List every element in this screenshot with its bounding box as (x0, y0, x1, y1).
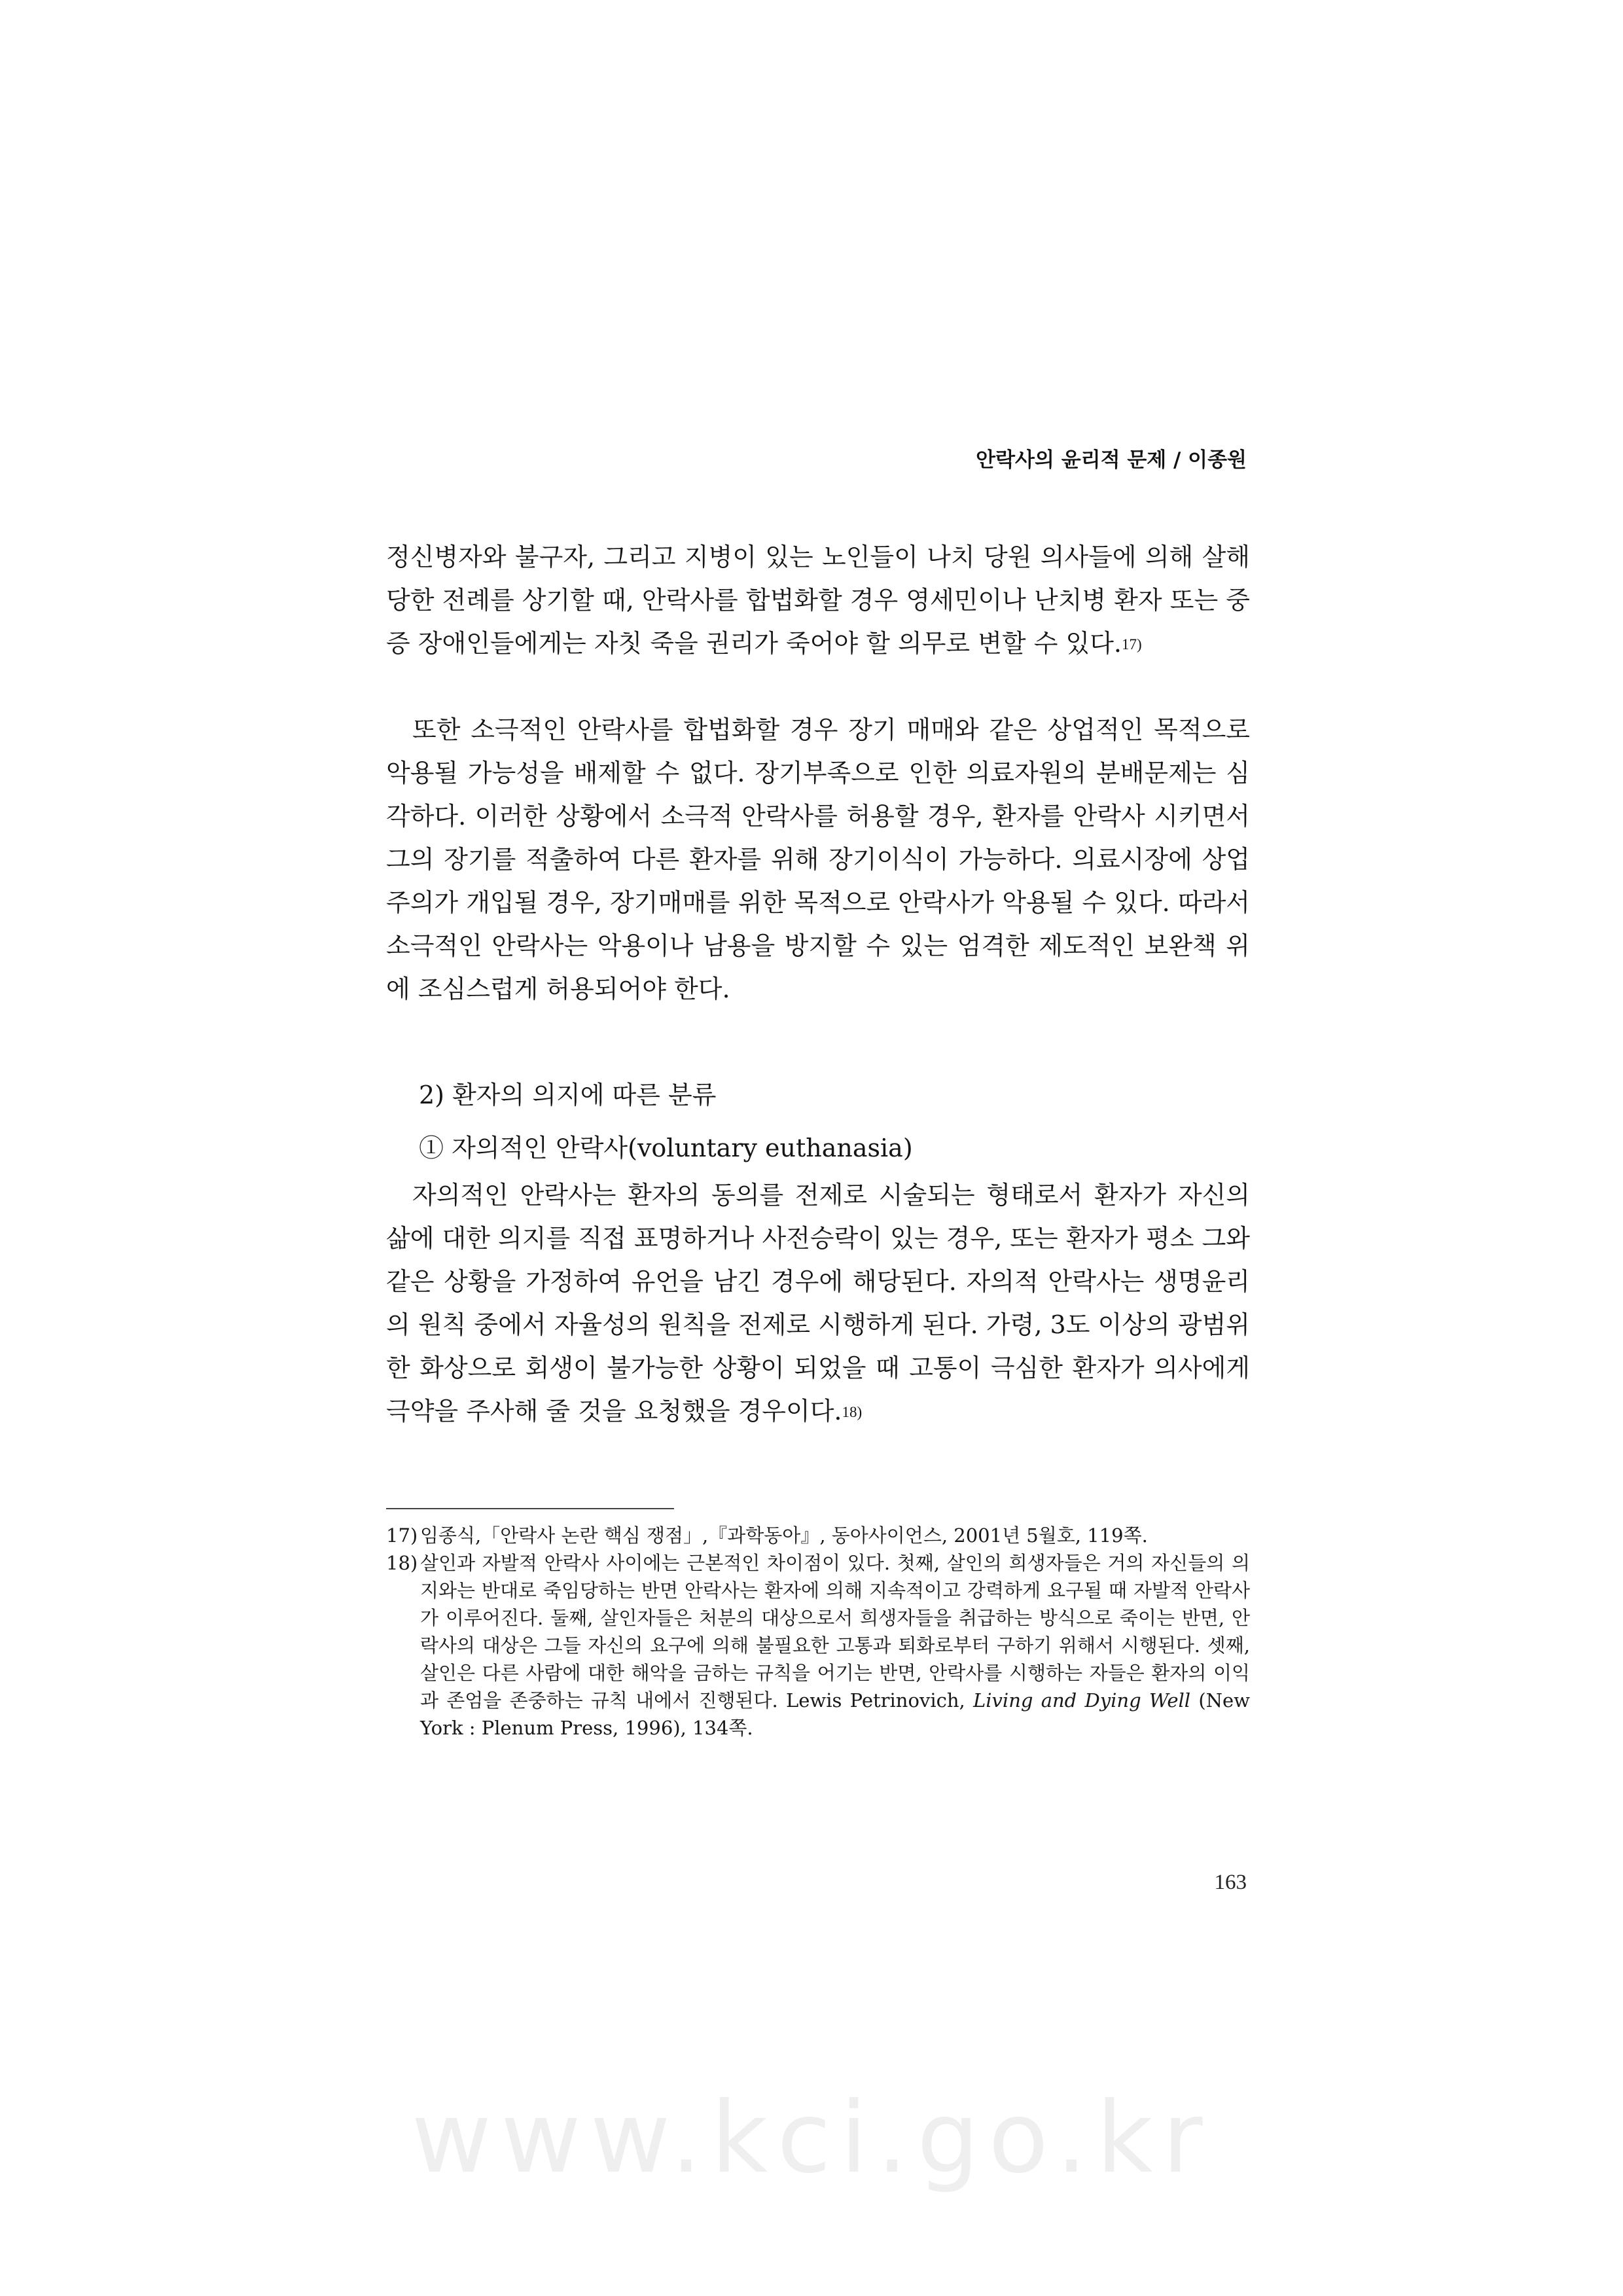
body-paragraph-1-text: 정신병자와 불구자, 그리고 지병이 있는 노인들이 나치 당원 의사들에 의해 살해당한 전례를 상기할 때, 안락사를 합법화할 경우 영세민이나 난치병 환자 또는 중증 장애인들에게는 자칫 죽을 권리가 죽어야 할 의무로 변할 수 있다. (386, 543, 1250, 658)
subsection-heading: ① 자의적인 안락사(voluntary euthanasia) (419, 1134, 913, 1162)
footnote-ref-18[interactable]: 18) (842, 1404, 863, 1420)
footnote-17 (386, 1522, 1250, 1549)
footnote-ref-17[interactable]: 17) (1122, 636, 1142, 653)
footnote-17-number: 17) (386, 1524, 418, 1547)
body-paragraph-3 (386, 1174, 1250, 1437)
footnote-18-number: 18) (386, 1552, 418, 1574)
footnote-divider (386, 1508, 674, 1509)
footnotes (386, 1522, 1250, 1742)
page-number: 163 (1214, 1871, 1247, 1894)
footnote-18-text-a: 살인과 자발적 안락사 사이에는 근본적인 차이점이 있다. 첫째, 살인의 희생자들은 거의 자신들의 의지와는 반대로 죽임당하는 반면 안락사는 환자에 의해 지속적이고 강력하게 요구될 때 자발적 안락사가 이루어진다. 둘째, 살인자들은 처분의 대상으로서 희생자들을 취급하는 방식으로 죽이는 반면, 안락사의 대상은 그들 자신의 요구에 의해 불필요한 고통과 퇴화로부터 구하기 위해서 시행된다. 셋째, 살인은 다른 사람에 대한 해악을 금하는 규칙을 어기는 반면, 안락사를 시행하는 자들은 환자의 이익과 존엄을 존중하는 규칙 내에서 진행된다. Lewis Petrinovich, (420, 1552, 1250, 1712)
body-paragraph-1 (386, 535, 1250, 669)
section-heading: 2) 환자의 의지에 따른 분류 (419, 1081, 717, 1109)
footnote-17-text: 임종식,「안락사 논란 핵심 쟁점」,『과학동아』, 동아사이언스, 2001년 5월호, 119쪽. (420, 1524, 1148, 1547)
body-paragraph-3-text: 자의적인 안락사는 환자의 동의를 전제로 시술되는 형태로서 환자가 자신의 삶에 대한 의지를 직접 표명하거나 사전승락이 있는 경우, 또는 환자가 평소 그와 같은 상황을 가정하여 유언을 남긴 경우에 해당된다. 자의적 안락사는 생명윤리의 원칙 중에서 자율성의 원칙을 전제로 시행하게 된다. 가령, 3도 이상의 광범위한 화상으로 회생이 불가능한 상황이 되었을 때 고통이 극심한 환자가 의사에게 극약을 주사해 줄 것을 요청했을 경우이다. (386, 1181, 1250, 1426)
footnote-18-text (420, 1549, 1250, 1742)
body-paragraph-2: 또한 소극적인 안락사를 합법화할 경우 장기 매매와 같은 상업적인 목적으로 악용될 가능성을 배제할 수 없다. 장기부족으로 인한 의료자원의 분배문제는 심각하다. 이러한 상황에서 소극적 안락사를 허용할 경우, 환자를 안락사 시키면서 그의 장기를 적출하여 다른 환자를 위해 장기이식이 가능하다. 의료시장에 상업주의가 개입될 경우, 장기매매를 위한 목적으로 안락사가 악용될 수 있다. 따라서 소극적인 안락사는 악용이나 남용을 방지할 수 있는 엄격한 제도적인 보완책 위에 조심스럽게 허용되어야 한다. (386, 715, 1250, 1003)
footnote-18-text-b: (New York : Plenum Press, 1996), 134쪽. (420, 1689, 1250, 1739)
footnote-18 (386, 1549, 1250, 1742)
watermark: www.kci.go.kr (411, 2081, 1212, 2195)
running-header: 안락사의 윤리적 문제 / 이종원 (976, 448, 1247, 472)
footnote-18-book-title: Living and Dying Well (973, 1689, 1191, 1712)
